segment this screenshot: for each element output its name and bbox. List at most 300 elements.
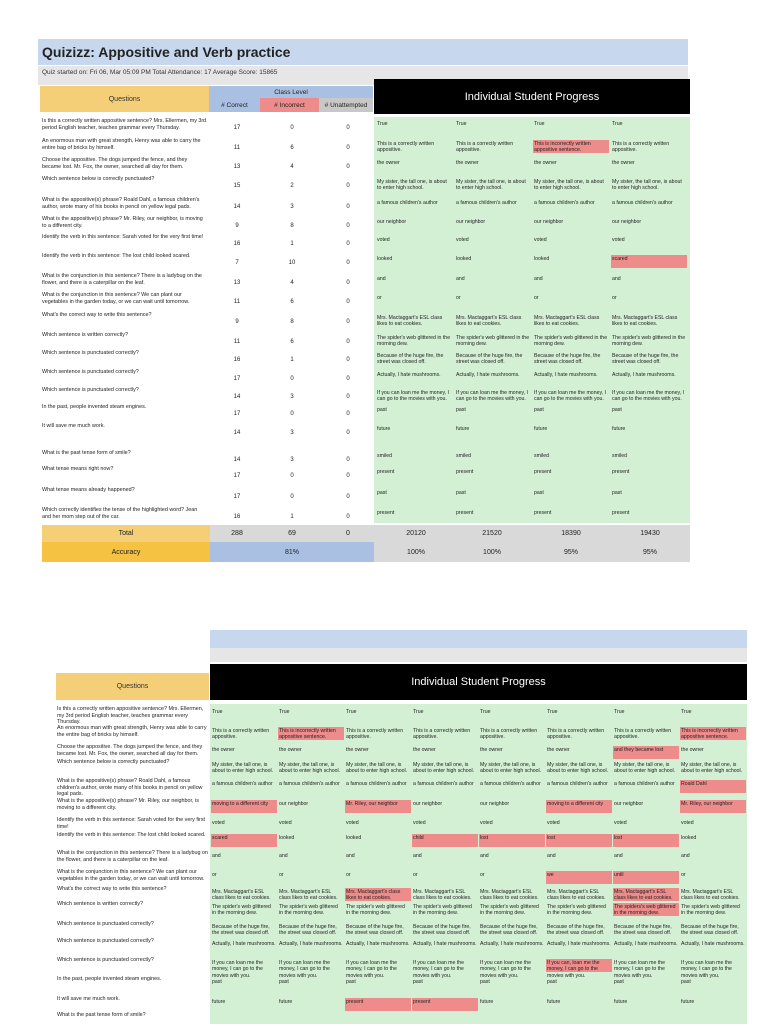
answer-cell: This is incorrectly written appositive sentence. — [680, 727, 746, 740]
answer-cell: Mrs. Mactaggart's ESL class likes to eat cookies. — [681, 889, 740, 902]
answer-cell: present — [412, 998, 478, 1011]
question-text: What is the appositive(s) phrase? Roald Dahl, a famous children's author, wrote many of his books in pencil on yellow legal pads. — [57, 778, 203, 798]
answer-cell: looked — [346, 835, 362, 841]
answer-cell: If you can loan me the money, I can go to the movies with you. — [614, 960, 666, 979]
answer-cell: our neighbor — [612, 219, 642, 225]
answer-cell: Mrs. Mactaggart's ESL class likes to eat cookies. — [413, 889, 472, 902]
student-accuracy: 95% — [642, 548, 657, 556]
answer-cell: or — [456, 295, 461, 301]
answer-cell: a famous children's author — [279, 781, 340, 787]
answer-cell: and — [346, 853, 355, 859]
total-correct: 288 — [231, 530, 243, 537]
question-text: What is the past tense form of smile? — [42, 450, 131, 456]
unattempted-count: 0 — [346, 280, 350, 286]
answer-cell: past — [377, 407, 387, 413]
answer-cell: a famous children's author — [547, 781, 608, 787]
answer-cell: Because of the huge fire, the street was closed off. — [212, 924, 270, 937]
answer-cell: My sister, the tall one, is about to enter high school. — [614, 762, 676, 775]
answer-cell: voted — [480, 820, 493, 826]
answer-cell: Mrs. Mactaggart's ESL class likes to eat cookies. — [212, 889, 271, 902]
answer-cell: past — [456, 490, 466, 496]
correct-count: 9 — [235, 223, 239, 229]
answer-cell: True — [612, 121, 623, 127]
answer-cell: This is incorrectly written appositive sentence. — [278, 727, 344, 740]
unattempted-count: 0 — [346, 394, 350, 400]
unattempted-count: 0 — [346, 204, 350, 210]
answer-cell: smiled — [534, 453, 549, 459]
incorrect-count: 6 — [290, 339, 294, 345]
correct-count: 11 — [233, 339, 241, 345]
total-unattempted: 0 — [346, 530, 350, 537]
answer-cell: the owner — [456, 160, 479, 166]
answer-cell: Mrs. Mactaggart's ESL class likes to eat cookies. — [534, 315, 600, 328]
answer-cell: or — [377, 295, 382, 301]
answer-cell: Actually, I hate mushrooms. — [547, 941, 611, 947]
question-text: Choose the appositive. The dogs jumped the fence, and they became lost. Mr. Fox, the owner, searched all day for them. — [42, 157, 188, 170]
answer-cell: a famous children's author — [413, 781, 474, 787]
unattempted-count: 0 — [346, 125, 350, 131]
correct-count: 16 — [233, 514, 241, 520]
accuracy-value: 81% — [210, 542, 374, 562]
answer-cell: If you can loan me the money, I can go to the movies with you. — [279, 960, 331, 979]
question-text: What's the correct way to write this sentence? — [57, 886, 167, 892]
question-text: Which sentence is written correctly? — [57, 901, 143, 907]
answer-cell: future — [534, 426, 548, 432]
incorrect-count: 0 — [290, 494, 294, 500]
answer-cell: future — [456, 426, 470, 432]
incorrect-count: 4 — [290, 280, 294, 286]
question-text: An enormous man with great strength, Henry was able to carry the entire bag of bricks by himself. — [42, 138, 201, 151]
answer-cell: and — [279, 853, 288, 859]
correct-count: 17 — [233, 411, 241, 417]
unattempted-count: 0 — [346, 494, 350, 500]
answer-cell: My sister, the tall one, is about to enter high school. — [456, 179, 526, 192]
answer-cell: and — [413, 853, 422, 859]
answer-cell: Because of the huge fire, the street was closed off. — [547, 924, 605, 937]
answer-cell: Because of the huge fire, the street was closed off. — [612, 353, 679, 366]
answer-cell: My sister, the tall one, is about to enter high school. — [212, 762, 274, 775]
answer-cell: The spider's web glittered in the morning dew. — [212, 904, 271, 917]
question-text: It will save me much work. — [42, 423, 105, 429]
answer-cell: The spider's web glittered in the morning dew. — [534, 335, 608, 348]
question-text: What tense means right now? — [42, 466, 114, 472]
question-text: In the past, people invented steam engines. — [42, 404, 147, 410]
answer-cell: Mr. Riley, our neighbor — [680, 800, 746, 813]
unattempted-count: 0 — [346, 260, 350, 266]
incorrect-count: 3 — [290, 457, 294, 463]
answer-cell: the owner — [681, 747, 704, 753]
answer-cell: lost — [479, 834, 545, 847]
answer-cell: and — [612, 276, 621, 282]
answer-cell: and — [456, 276, 465, 282]
incorrect-header: # Incorrect — [260, 98, 319, 112]
questions-header: Questions — [40, 86, 209, 112]
answer-cell: past — [480, 979, 490, 985]
answer-cell: present — [377, 469, 395, 475]
answer-cell: or — [279, 872, 284, 878]
student-accuracy: 100% — [483, 548, 501, 556]
answer-cell: a famous children's author — [480, 781, 541, 787]
answer-cell: Because of the huge fire, the street was closed off. — [279, 924, 337, 937]
question-text: Which sentence is punctuated correctly? — [57, 938, 154, 944]
answer-cell: smiled — [377, 453, 392, 459]
answer-cell: a famous children's author — [456, 200, 517, 206]
unattempted-count: 0 — [346, 339, 350, 345]
correct-header: # Correct — [209, 98, 260, 112]
answer-cell: The spider's web glittered in the morning dew. — [612, 335, 686, 348]
unattempted-count: 0 — [346, 145, 350, 151]
answer-cell: The spider's web glittered in the morning dew. — [346, 904, 405, 917]
answer-cell: The spider's web glittered in the morning dew. — [377, 335, 451, 348]
p2-meta-bar — [210, 648, 747, 662]
answer-cell: Because of the huge fire, the street was closed off. — [681, 924, 739, 937]
correct-count: 13 — [233, 164, 241, 170]
answer-cell: present — [456, 469, 474, 475]
incorrect-count: 10 — [288, 260, 296, 266]
answer-cell: Mrs. Mactaggart's ESL class likes to eat cookies. — [377, 315, 443, 328]
student-progress-header: Individual Student Progress — [374, 79, 690, 114]
answer-cell: The spider's web glittered in the morning dew. — [279, 904, 338, 917]
answer-cell: If you can loan me the money, I can go to the movies with you. — [456, 390, 528, 403]
answer-cell: True — [547, 709, 558, 715]
answer-cell: the owner — [346, 747, 369, 753]
incorrect-count: 3 — [290, 394, 294, 400]
answer-cell: My sister, the tall one, is about to enter high school. — [413, 762, 475, 775]
question-text: In the past, people invented steam engines. — [57, 976, 162, 982]
unattempted-count: 0 — [346, 514, 350, 520]
answer-cell: past — [547, 979, 557, 985]
p2-student-progress-header: Individual Student Progress — [210, 664, 747, 700]
answer-cell: we — [546, 871, 612, 884]
answer-cell: looked — [534, 256, 550, 262]
answer-cell: or — [612, 295, 617, 301]
answer-cell: the owner — [279, 747, 302, 753]
answer-cell: Because of the huge fire, the street was closed off. — [480, 924, 538, 937]
unattempted-count: 0 — [346, 376, 350, 382]
answer-cell: The spider's web glittered in the morning dew. — [547, 904, 606, 917]
question-text: Is this a correctly written appositive sentence? Mrs. Ellermen, my 3rd period English teacher, teaches grammar every Thursday. — [57, 706, 204, 726]
answer-cell: a famous children's author — [614, 781, 675, 787]
question-text: Which correctly identifies the tense of the highlighted word? Jean and her mom step out of the car. — [42, 507, 198, 520]
answer-cell: or — [346, 872, 351, 878]
answer-cell: voted — [456, 237, 469, 243]
question-text: What tense means already happened? — [42, 487, 135, 493]
question-text: Which sentence is punctuated correctly? — [42, 387, 139, 393]
answer-cell: and — [480, 853, 489, 859]
answer-cell: Mrs. Mactaggart's ESL class likes to eat cookies. — [480, 889, 539, 902]
unattempted-count: 0 — [346, 299, 350, 305]
answer-cell: and — [212, 853, 221, 859]
correct-count: 15 — [233, 183, 241, 189]
answer-cell: Because of the huge fire, the street was closed off. — [456, 353, 523, 366]
answer-cell: My sister, the tall one, is about to enter high school. — [279, 762, 341, 775]
class-level-header: Class Level — [209, 86, 373, 98]
answer-cell: and — [614, 853, 623, 859]
answer-cell: future — [212, 999, 226, 1005]
question-text: Is this a correctly written appositive sentence? Mrs. Ellermen, my 3rd period English teacher, teaches grammar every Thursday. — [42, 118, 207, 131]
question-text: What is the appositive(s) phrase? Mr. Riley, our neighbor, is moving to a different city. — [42, 216, 203, 229]
answer-cell: Actually, I hate mushrooms. — [279, 941, 343, 947]
student-total: 18390 — [561, 530, 581, 537]
answer-cell: present — [377, 510, 395, 516]
answer-cell: The spider's web glittered in the morning dew. — [681, 904, 740, 917]
incorrect-count: 0 — [290, 125, 294, 131]
question-text: What is the appositive(s) phrase? Roald Dahl, a famous children's author, wrote many of his books in pencil on yellow legal pads. — [42, 197, 200, 210]
answer-cell: This is a correctly written appositive. — [547, 728, 605, 741]
unattempted-header: # Unattempted — [319, 98, 373, 112]
answer-cell: past — [612, 490, 622, 496]
answer-cell: Because of the huge fire, the street was closed off. — [377, 353, 444, 366]
question-text: Which sentence below is correctly punctuated? — [42, 176, 155, 182]
answer-cell: Actually, I hate mushrooms. — [681, 941, 745, 947]
correct-count: 17 — [233, 376, 241, 382]
answer-cell: a famous children's author — [534, 200, 595, 206]
answer-cell: present — [612, 469, 630, 475]
question-text: Identify the verb in this sentence: The lost child looked scared. — [57, 832, 206, 838]
answer-cell: Actually, I hate mushrooms. — [377, 372, 441, 378]
answer-cell: Roald Dahl — [680, 780, 746, 793]
answer-cell: This is a correctly written appositive. — [377, 141, 435, 154]
quiz-meta: Quiz started on: Fri 06, Mar 05:09 PM Total Attendance: 17 Average Score: 15865 — [42, 69, 278, 76]
question-text: It will save me much work. — [57, 996, 120, 1002]
answer-cell: lost — [546, 834, 612, 847]
question-text: What is the conjunction in this sentence? We can plant our vegetables in the garden today, or we can wait until tomorrow. — [42, 292, 190, 305]
answer-cell: voted — [346, 820, 359, 826]
correct-count: 16 — [233, 357, 241, 363]
answer-cell: Because of the huge fire, the street was closed off. — [534, 353, 601, 366]
question-text: What is the conjunction in this sentence? We can plant our vegetables in the garden today, or we can wait until tomorrow. — [57, 869, 205, 882]
correct-count: 14 — [233, 204, 241, 210]
answer-cell: the owner — [480, 747, 503, 753]
answer-cell: True — [212, 709, 223, 715]
answer-cell: If you can loan me the money, I can go to the movies with you. — [377, 390, 449, 403]
incorrect-count: 1 — [290, 514, 294, 520]
answer-cell: This is a correctly written appositive. — [212, 728, 270, 741]
correct-count: 7 — [235, 260, 239, 266]
answer-cell: future — [377, 426, 391, 432]
answer-cell: future — [547, 999, 561, 1005]
answer-cell: Actually, I hate mushrooms. — [346, 941, 410, 947]
question-text: Identify the verb in this sentence: Sarah voted for the very first time! — [42, 234, 204, 240]
question-text: What is the past tense form of smile? — [57, 1012, 146, 1018]
answer-cell: If you can loan me the money, I can go to the movies with you. — [612, 390, 684, 403]
answer-cell: looked — [279, 835, 295, 841]
answer-cell: If you can, loan me the money, I can go to the movies with you. — [546, 959, 612, 972]
correct-count: 13 — [233, 280, 241, 286]
answer-cell: our neighbor — [534, 219, 564, 225]
answer-cell: voted — [279, 820, 292, 826]
answer-cell: and — [377, 276, 386, 282]
unattempted-count: 0 — [346, 357, 350, 363]
answer-cell: voted — [547, 820, 560, 826]
question-text: What is the appositive(s) phrase? Mr. Riley, our neighbor, is moving to a different city. — [57, 798, 199, 811]
answer-cell: This is a correctly written appositive. — [413, 728, 471, 741]
answer-cell: present — [534, 510, 552, 516]
answer-cell: future — [480, 999, 494, 1005]
answer-cell: True — [681, 709, 692, 715]
incorrect-count: 6 — [290, 145, 294, 151]
answer-cell: True — [480, 709, 491, 715]
answer-cell: True — [614, 709, 625, 715]
answer-cell: Actually, I hate mushrooms. — [534, 372, 598, 378]
answer-cell: and — [681, 853, 690, 859]
answer-cell: Because of the huge fire, the street was closed off. — [346, 924, 404, 937]
answer-cell: past — [212, 979, 222, 985]
answer-cell: looked — [681, 835, 697, 841]
question-text: Which sentence is punctuated correctly? — [42, 350, 139, 356]
incorrect-count: 8 — [290, 223, 294, 229]
answer-cell: the owner — [212, 747, 235, 753]
answer-cell: voted — [614, 820, 627, 826]
student-accuracy: 100% — [407, 548, 425, 556]
answer-cell: The spider's web glittered in the morning dew. — [456, 335, 530, 348]
question-text: What is the conjunction in this sentence? There is a ladybug on the flower, and there is a caterpillar on the leaf. — [42, 273, 202, 286]
total-incorrect: 69 — [288, 530, 296, 537]
unattempted-count: 0 — [346, 183, 350, 189]
answer-cell: voted — [612, 237, 625, 243]
answer-cell: future — [614, 999, 628, 1005]
answer-cell: Mrs. Mactaggart's ESL class likes to eat cookies. — [279, 889, 338, 902]
answer-cell: True — [377, 121, 388, 127]
answer-cell: future — [612, 426, 626, 432]
p2-title-bar — [210, 630, 747, 648]
p2-questions-header: Questions — [56, 673, 209, 700]
answer-cell: smiled — [456, 453, 471, 459]
correct-count: 16 — [233, 241, 241, 247]
answer-cell: past — [279, 979, 289, 985]
student-accuracy: 95% — [563, 548, 578, 556]
correct-count: 17 — [233, 494, 241, 500]
unattempted-count: 0 — [346, 319, 350, 325]
answer-cell: My sister, the tall one, is about to enter high school. — [681, 762, 743, 775]
unattempted-count: 0 — [346, 457, 350, 463]
answer-cell: scared — [211, 834, 277, 847]
answer-cell: Actually, I hate mushrooms. — [212, 941, 276, 947]
answer-cell: True — [413, 709, 424, 715]
answer-cell: My sister, the tall one, is about to enter high school. — [346, 762, 408, 775]
answer-cell: the owner — [377, 160, 400, 166]
unattempted-count: 0 — [346, 223, 350, 229]
incorrect-count: 1 — [290, 357, 294, 363]
answer-cell: This is a correctly written appositive. — [612, 141, 670, 154]
incorrect-count: 8 — [290, 319, 294, 325]
answer-cell: present — [612, 510, 630, 516]
answer-cell: the owner — [534, 160, 557, 166]
question-text: What's the correct way to write this sentence? — [42, 312, 152, 318]
correct-count: 17 — [233, 473, 241, 479]
answer-cell: Actually, I hate mushrooms. — [612, 372, 676, 378]
answer-cell: the owner — [612, 160, 635, 166]
answer-cell: present — [534, 469, 552, 475]
answer-cell: past — [534, 490, 544, 496]
incorrect-count: 3 — [290, 430, 294, 436]
answer-cell: Actually, I hate mushrooms. — [413, 941, 477, 947]
answer-cell: Actually, I hate mushrooms. — [480, 941, 544, 947]
answer-cell: past — [681, 979, 691, 985]
answer-cell: scared — [611, 255, 687, 268]
question-text: Which sentence is punctuated correctly? — [57, 957, 154, 963]
answer-cell: Mrs. Mactaggart's ESL class likes to eat cookies. — [613, 888, 679, 901]
answer-cell: a famous children's author — [612, 200, 673, 206]
answer-cell: moving to a different city — [546, 800, 612, 813]
answer-cell: Actually, I hate mushrooms. — [456, 372, 520, 378]
incorrect-count: 3 — [290, 204, 294, 210]
correct-count: 14 — [233, 394, 241, 400]
answer-cell: The spiders's web glittered in the morning dew. — [613, 903, 679, 916]
total-label: Total — [42, 525, 210, 542]
accuracy-label: Accuracy — [42, 542, 210, 562]
answer-cell: our neighbor — [456, 219, 486, 225]
answer-cell: voted — [413, 820, 426, 826]
answer-cell: and they became lost — [613, 746, 679, 759]
answer-cell: or — [212, 872, 217, 878]
answer-cell: Mrs. Mactaggart's class likes to eat cookies. — [345, 888, 411, 901]
answer-cell: and — [547, 853, 556, 859]
answer-cell: True — [456, 121, 467, 127]
incorrect-count: 0 — [290, 411, 294, 417]
unattempted-count: 0 — [346, 473, 350, 479]
answer-cell: My sister, the tall one, is about to enter high school. — [480, 762, 542, 775]
answer-cell: looked — [377, 256, 393, 262]
question-text: What is the conjunction in this sentence? There is a ladybug on the flower, and there is a caterpillar on the leaf. — [57, 850, 208, 863]
correct-count: 17 — [233, 125, 241, 131]
answer-cell: Because of the huge fire, the street was closed off. — [614, 924, 672, 937]
answer-cell: Actually, I hate mushrooms. — [614, 941, 678, 947]
answer-cell: past — [346, 979, 356, 985]
question-text: Choose the appositive. The dogs jumped the fence, and they became lost. Mr. Fox, the owner, searched all day for them. — [57, 744, 203, 757]
answer-cell: If you can loan me the money, I can go to the movies with you. — [534, 390, 606, 403]
answer-cell: past — [612, 407, 622, 413]
answer-cell: our neighbor — [377, 219, 407, 225]
answer-cell: This is incorrectly written appositive sentence. — [533, 140, 609, 153]
answer-cell: This is a correctly written appositive. — [456, 141, 514, 154]
answer-cell: or — [681, 872, 686, 878]
answer-cell: lost — [613, 834, 679, 847]
answer-cell: If you can loan me the money, I can go to the movies with you. — [346, 960, 398, 979]
answer-cell: Because of the huge fire, the street was closed off. — [413, 924, 471, 937]
answer-cell: past — [413, 979, 423, 985]
answer-cell: True — [346, 709, 357, 715]
answer-cell: The spider's web glittered in the morning dew. — [480, 904, 539, 917]
answer-cell: True — [534, 121, 545, 127]
answer-cell: This is a correctly written appositive. — [614, 728, 672, 741]
answer-cell: This is a correctly written appositive. — [480, 728, 538, 741]
question-text: Which sentence is punctuated correctly? — [42, 369, 139, 375]
correct-count: 14 — [233, 430, 241, 436]
incorrect-count: 6 — [290, 299, 294, 305]
answer-cell: If you can loan me the money, I can go to the movies with you. — [681, 960, 733, 979]
student-total: 19430 — [640, 530, 660, 537]
question-text: Which sentence is punctuated correctly? — [57, 921, 154, 927]
unattempted-count: 0 — [346, 241, 350, 247]
answer-cell: The spider's web glittered in the morning dew. — [413, 904, 472, 917]
answer-cell: voted — [377, 237, 390, 243]
answer-cell: My sister, the tall one, is about to enter high school. — [612, 179, 682, 192]
answer-cell: If you can loan me the money, I can go to the movies with you. — [212, 960, 264, 979]
answer-cell: My sister, the tall one, is about to enter high school. — [377, 179, 447, 192]
incorrect-count: 1 — [290, 241, 294, 247]
answer-cell: a famous children's author — [346, 781, 407, 787]
answer-cell: Mrs. Mactaggart's ESL class likes to eat cookies. — [612, 315, 678, 328]
answer-cell: our neighbor — [480, 801, 510, 807]
incorrect-count: 2 — [290, 183, 294, 189]
unattempted-count: 0 — [346, 164, 350, 170]
answer-cell: smiled — [612, 453, 627, 459]
answer-cell: future — [681, 999, 695, 1005]
answer-cell: Mrs. Mactaggart's ESL class likes to eat cookies. — [547, 889, 606, 902]
question-text: Identify the verb in this sentence: Sarah voted for the very first time! — [57, 817, 206, 830]
answer-cell: voted — [212, 820, 225, 826]
